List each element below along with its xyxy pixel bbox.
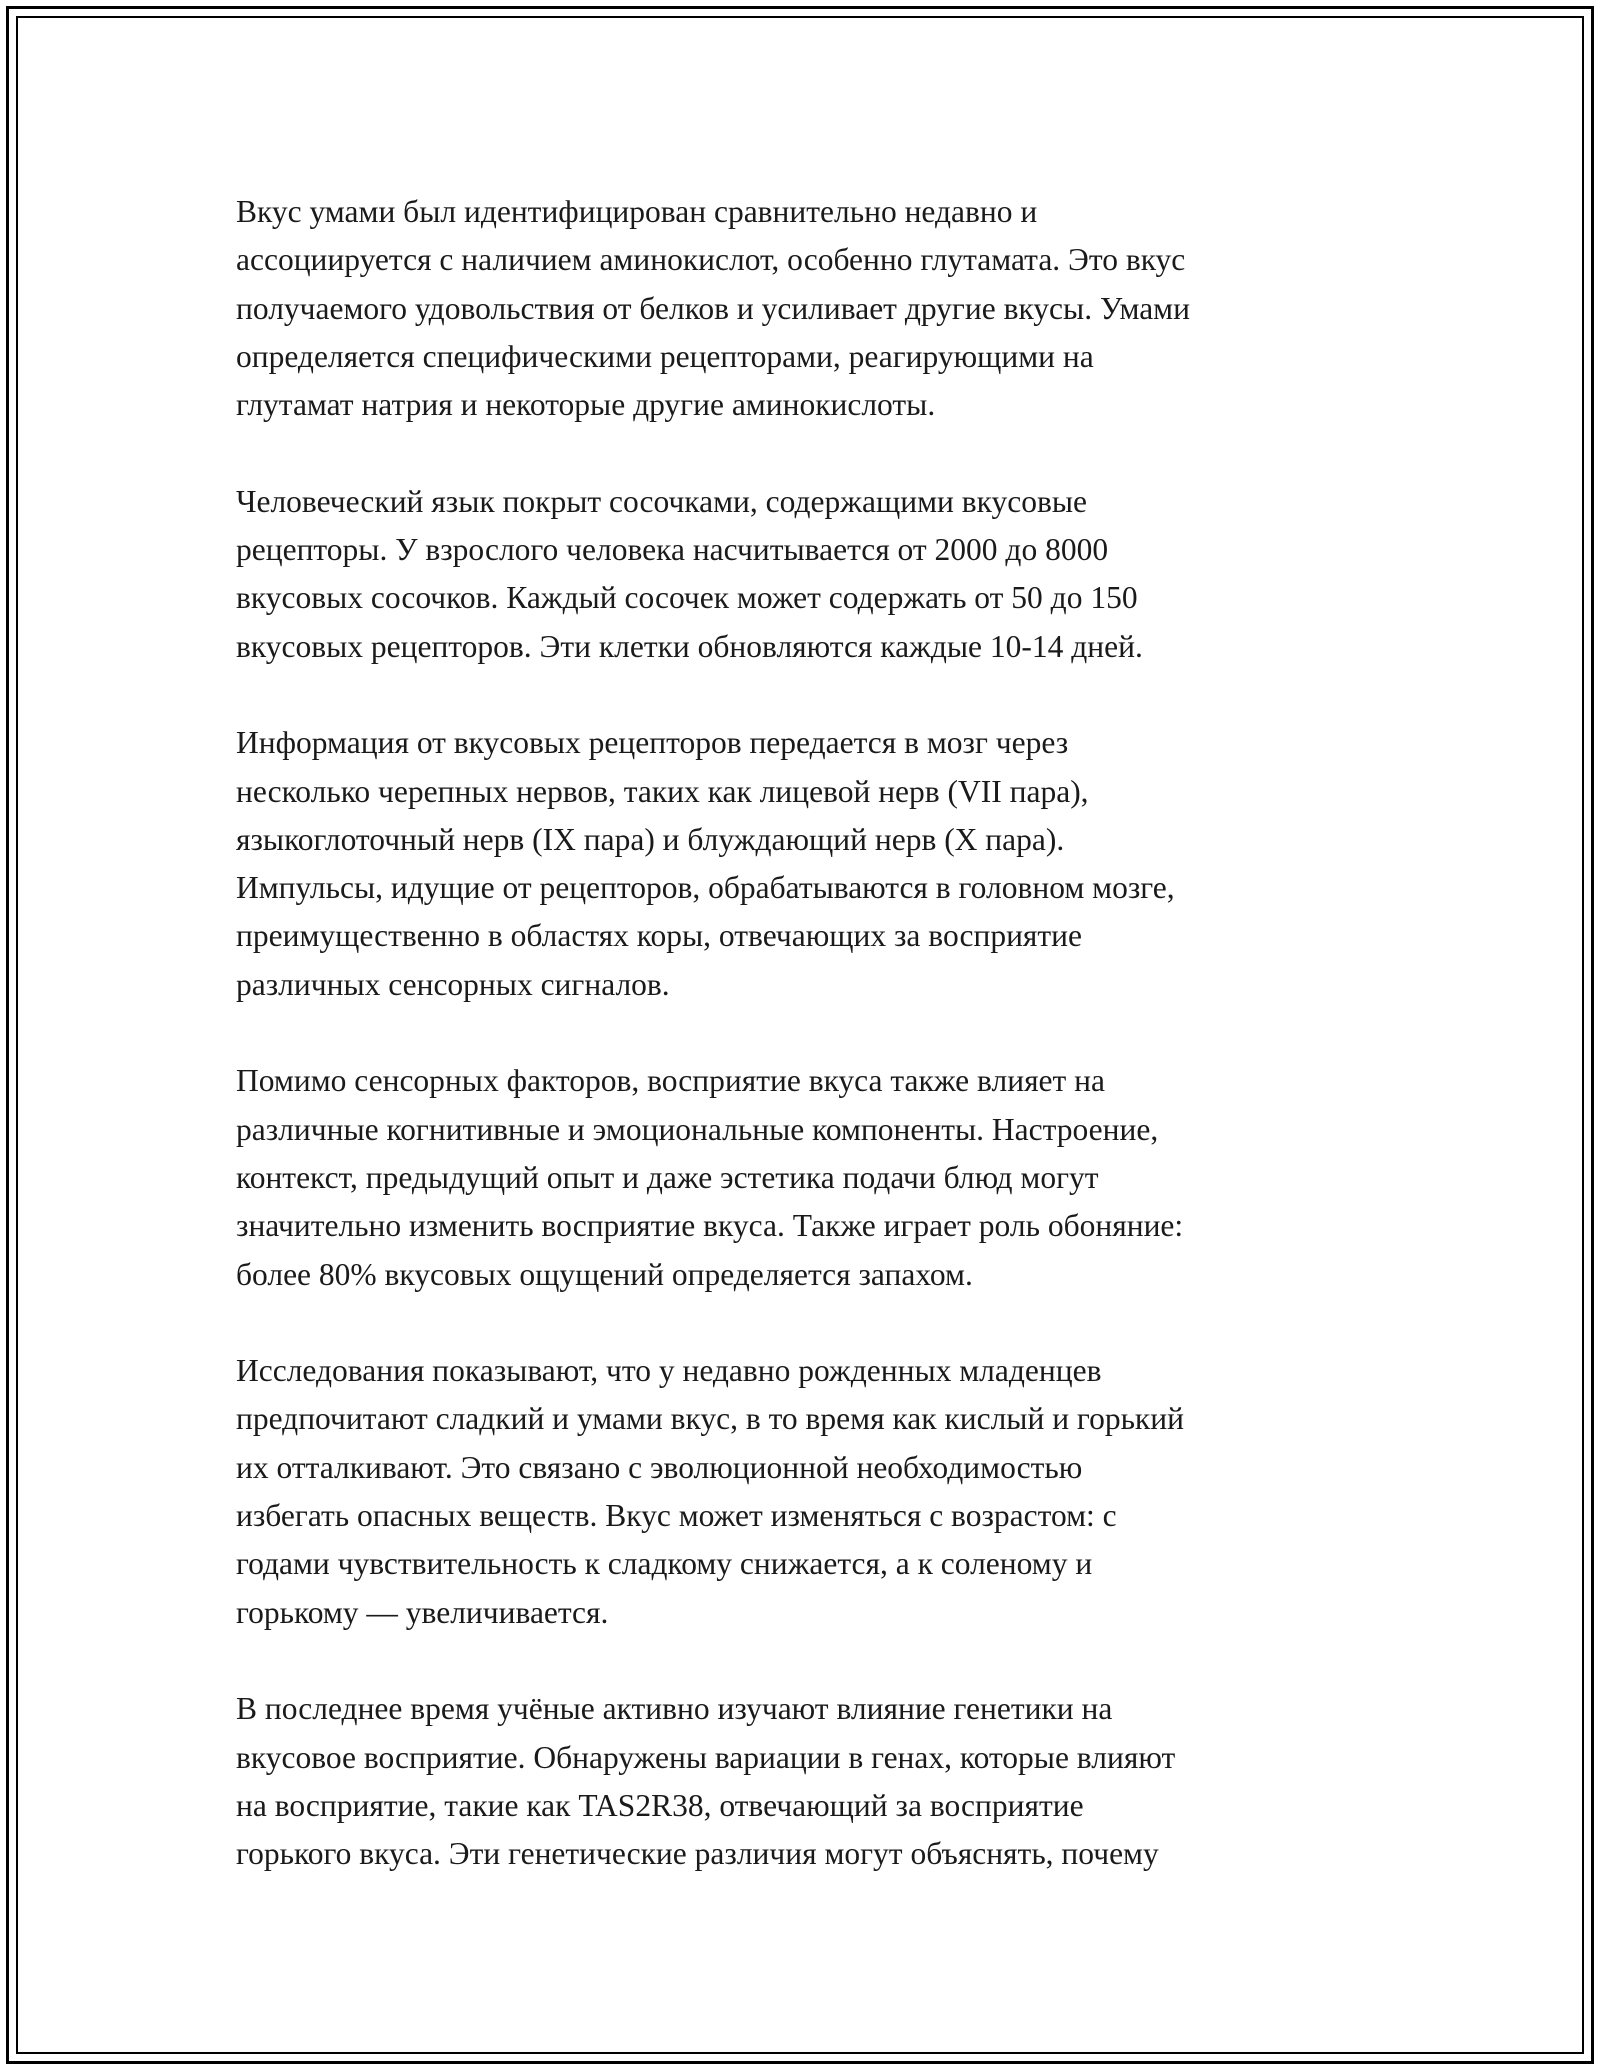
text-line: на восприятие, такие как TAS2R38, отвечающий за восприятие — [236, 1787, 1084, 1823]
text-line: их отталкивают. Это связано с эволюционной необходимостью — [236, 1449, 1083, 1485]
document-body — [236, 188, 1376, 1878]
text-line: Информация от вкусовых рецепторов передается в мозг через — [236, 725, 1069, 761]
text-line: вкусовых сосочков. Каждый сосочек может содержать от 50 до 150 — [236, 580, 1138, 616]
paragraph-spacer — [236, 671, 1376, 719]
paragraph-spacer — [236, 1299, 1376, 1347]
text-line: контекст, предыдущий опыт и даже эстетика подачи блюд могут — [236, 1159, 1099, 1195]
text-line: вкусовых рецепторов. Эти клетки обновляются каждые 10-14 дней. — [236, 628, 1143, 664]
text-line: несколько черепных нервов, таких как лицевой нерв (VII пара), — [236, 773, 1089, 809]
paragraph-spacer — [236, 429, 1376, 477]
text-line: более 80% вкусовых ощущений определяется запахом. — [236, 1256, 973, 1292]
text-line: горькому — увеличивается. — [236, 1594, 609, 1630]
text-line: Помимо сенсорных факторов, восприятие вкуса также влияет на — [236, 1063, 1106, 1099]
text-line: Импульсы, идущие от рецепторов, обрабатываются в головном мозге, — [236, 870, 1175, 906]
text-line: определяется специфическими рецепторами, реагирующими на — [236, 338, 1094, 374]
text-line: различных сенсорных сигналов. — [236, 966, 670, 1002]
text-line: рецепторы. У взрослого человека насчитывается от 2000 до 8000 — [236, 532, 1109, 568]
text-line: горького вкуса. Эти генетические различия могут объяснять, почему — [236, 1836, 1159, 1872]
text-line: глутамат натрия и некоторые другие аминокислоты. — [236, 387, 936, 423]
paragraph-6 — [236, 1685, 1376, 1878]
paragraph-5 — [236, 1347, 1376, 1637]
text-line: В последнее время учёные активно изучают влияние генетики на — [236, 1691, 1113, 1727]
text-line: ассоциируется с наличием аминокислот, особенно глутамата. Это вкус — [236, 242, 1186, 278]
text-line: значительно изменить восприятие вкуса. Также играет роль обоняние: — [236, 1208, 1184, 1244]
paragraph-spacer — [236, 1637, 1376, 1685]
text-line: получаемого удовольствия от белков и усиливает другие вкусы. Умами — [236, 290, 1190, 326]
paragraph-4 — [236, 1057, 1376, 1298]
paragraph-3 — [236, 719, 1376, 1009]
paragraph-2 — [236, 478, 1376, 671]
paragraph-1 — [236, 188, 1376, 429]
text-line: вкусовое восприятие. Обнаружены вариации в генах, которые влияют — [236, 1739, 1176, 1775]
paragraph-spacer — [236, 1009, 1376, 1057]
text-line: избегать опасных веществ. Вкус может изменяться с возрастом: с — [236, 1498, 1117, 1534]
text-line: Вкус умами был идентифицирован сравнительно недавно и — [236, 194, 1038, 229]
text-line: преимущественно в областях коры, отвечающих за восприятие — [236, 918, 1083, 954]
text-line: различные когнитивные и эмоциональные компоненты. Настроение, — [236, 1111, 1159, 1147]
text-line: Исследования показывают, что у недавно рожденных младенцев — [236, 1353, 1102, 1389]
text-line: языкоглоточный нерв (IX пара) и блуждающий нерв (X пара). — [236, 821, 1065, 857]
text-line: предпочитают сладкий и умами вкус, в то время как кислый и горький — [236, 1401, 1184, 1437]
text-line: Человеческий язык покрыт сосочками, содержащими вкусовые — [236, 483, 1087, 519]
text-line: годами чувствительность к сладкому снижается, а к соленому и — [236, 1546, 1093, 1582]
